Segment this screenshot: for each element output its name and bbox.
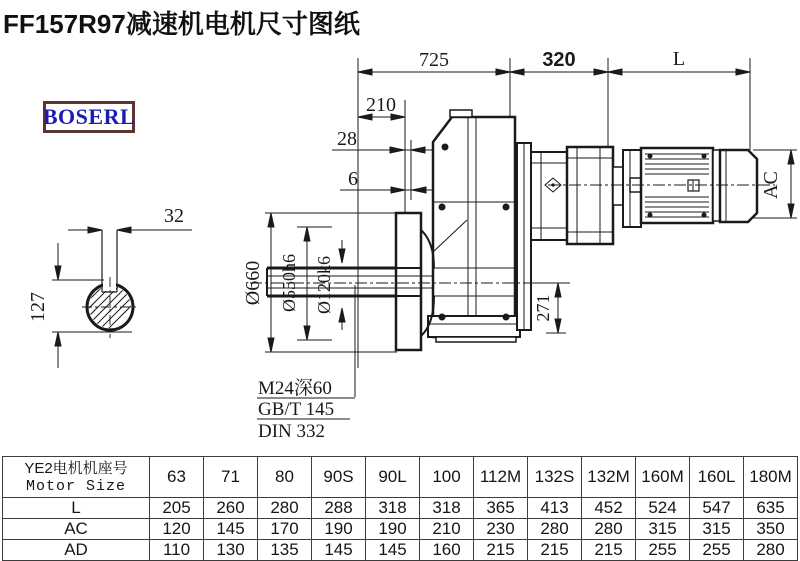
cell-L-63: 205: [150, 498, 204, 519]
motor-size-table: [2, 456, 798, 561]
col-160M: 160M: [636, 457, 690, 498]
cell-AD-90S: 145: [312, 540, 366, 561]
motor: [630, 148, 757, 223]
table-row-L: [3, 498, 798, 519]
col-71: 71: [204, 457, 258, 498]
cell-AD-112M: 215: [474, 540, 528, 561]
dim-210: 210: [366, 94, 396, 116]
cell-AC-160M: 315: [636, 519, 690, 540]
col-160L: 160L: [690, 457, 744, 498]
dimension-d660: [242, 213, 274, 352]
dim-660: Ø660: [242, 260, 264, 306]
cell-AC-180M: 350: [744, 519, 798, 540]
dim-127: 127: [27, 292, 49, 322]
cell-AC-71: 145: [204, 519, 258, 540]
shaft-section-detail: [27, 205, 192, 368]
note-m24: M24深60: [258, 378, 332, 399]
cell-AD-180M: 280: [744, 540, 798, 561]
dim-AC: AC: [760, 171, 782, 199]
col-112M: 112M: [474, 457, 528, 498]
gearbox-housing: [428, 110, 520, 342]
cell-L-90S: 288: [312, 498, 366, 519]
cell-L-112M: 365: [474, 498, 528, 519]
dim-271: 271: [533, 294, 553, 322]
dim-120k6: Ø120k6: [314, 256, 334, 314]
dimension-271: [533, 283, 561, 333]
col-90S: 90S: [312, 457, 366, 498]
dimension-left: [337, 94, 426, 193]
note-din: DIN 332: [258, 421, 326, 442]
cell-AD-71: 130: [204, 540, 258, 561]
cell-L-90L: 318: [366, 498, 420, 519]
col-132S: 132S: [528, 457, 582, 498]
cell-AD-160M: 255: [636, 540, 690, 561]
cell-AD-63: 110: [150, 540, 204, 561]
header-motor-size-cn: YE2电机机座号: [24, 459, 128, 477]
cell-AD-80: 135: [258, 540, 312, 561]
dimension-top: [358, 48, 750, 75]
table-row-AD: [3, 540, 798, 561]
table-header-row: [3, 457, 798, 498]
cell-L-160M: 524: [636, 498, 690, 519]
cell-L-100: 318: [420, 498, 474, 519]
dim-320: 320: [542, 49, 576, 71]
cell-AC-160L: 315: [690, 519, 744, 540]
col-100: 100: [420, 457, 474, 498]
dim-550h6: Ø550h6: [279, 254, 299, 312]
page-title: FF157R97减速机电机尺寸图纸: [3, 9, 360, 39]
cell-L-71: 260: [204, 498, 258, 519]
dim-725: 725: [419, 49, 449, 71]
dimension-d550: [279, 227, 310, 340]
row-label-AD: AD: [3, 540, 150, 561]
cell-L-160L: 547: [690, 498, 744, 519]
cell-AC-132S: 280: [528, 519, 582, 540]
table-row-AC: [3, 519, 798, 540]
cell-AC-132M: 280: [582, 519, 636, 540]
note-gbt: GB/T 145: [258, 399, 335, 420]
dim-6: 6: [348, 168, 358, 190]
col-132M: 132M: [582, 457, 636, 498]
row-label-L: L: [3, 498, 150, 519]
header-motor-size: [3, 457, 150, 498]
dimension-d120: [314, 240, 345, 330]
cell-AC-80: 170: [258, 519, 312, 540]
cell-AD-132M: 215: [582, 540, 636, 561]
col-180M: 180M: [744, 457, 798, 498]
header-motor-size-en: Motor Size: [25, 477, 126, 495]
cell-AC-112M: 230: [474, 519, 528, 540]
cell-AC-90S: 190: [312, 519, 366, 540]
col-90L: 90L: [366, 457, 420, 498]
cell-AD-90L: 145: [366, 540, 420, 561]
dim-28: 28: [337, 128, 357, 150]
boserl-logo-text: BOSERL: [42, 104, 136, 129]
cell-L-132M: 452: [582, 498, 636, 519]
col-80: 80: [258, 457, 312, 498]
cell-L-80: 280: [258, 498, 312, 519]
cell-AD-160L: 255: [690, 540, 744, 561]
cell-AD-100: 160: [420, 540, 474, 561]
dim-L: L: [672, 48, 686, 70]
dimension-ac: [760, 150, 794, 218]
cell-AC-90L: 190: [366, 519, 420, 540]
thread-notes: [257, 285, 355, 442]
cell-AC-100: 210: [420, 519, 474, 540]
cell-AD-132S: 215: [528, 540, 582, 561]
row-label-AC: AC: [3, 519, 150, 540]
cell-L-132S: 413: [528, 498, 582, 519]
cell-AC-63: 120: [150, 519, 204, 540]
dim-32: 32: [164, 205, 184, 227]
cell-L-180M: 635: [744, 498, 798, 519]
col-63: 63: [150, 457, 204, 498]
